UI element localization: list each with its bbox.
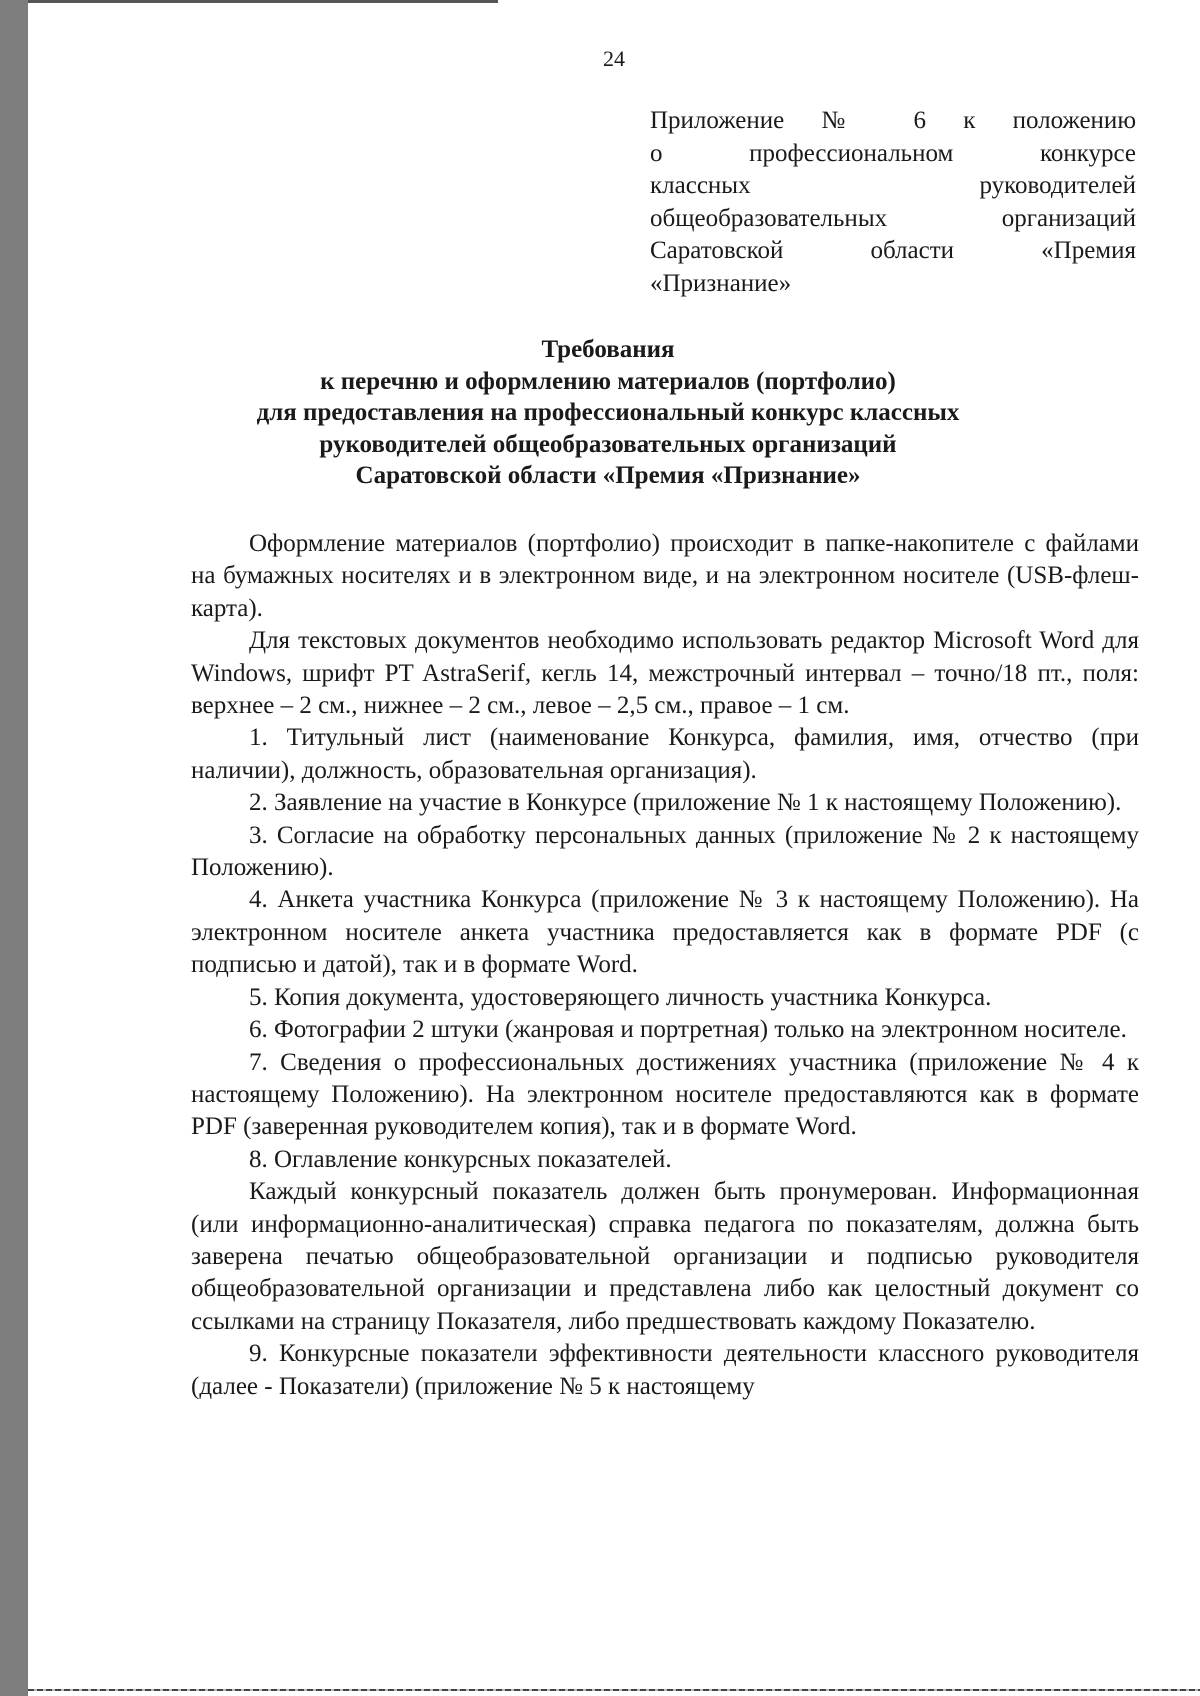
list-item: 9. Конкурсные показатели эффективности деятельности классного руководителя (далее - Показатели) (приложение № 5 к настоящему — [191, 1340, 1139, 1400]
list-item: 2. Заявление на участие в Конкурсе (приложение № 1 к настоящему Положению). — [249, 789, 1122, 817]
appendix-line: Саратовской области «Премия — [650, 237, 1136, 265]
list-item: 3. Согласие на обработку персональных данных (приложение № 2 к настоящему Положению). — [191, 821, 1139, 882]
appendix-reference — [650, 105, 1136, 301]
scan-edge — [28, 0, 498, 3]
title-line: для предоставления на профессиональный конкурс классных — [256, 399, 960, 426]
scan-bottom-edge — [28, 1689, 1200, 1691]
appendix-line: общеобразовательных организаций — [650, 204, 1136, 232]
title-line: к перечню и оформлению материалов (портфолио) — [320, 367, 896, 395]
appendix-line: Приложение № 6 к положению — [650, 107, 1136, 134]
document-title — [178, 334, 1038, 492]
list-item: 8. Оглавление конкурсных показателей. — [249, 1145, 672, 1173]
appendix-line: классных руководителей — [650, 172, 1136, 200]
title-line: Саратовской области «Премия «Признание» — [355, 462, 861, 489]
list-item: 7. Сведения о профессиональных достижениях участника (приложение № 4 к настоящему Положению). На электронном носителе предоставляются как в формате PDF (заверенная руководителем копия), так и в формате Word. — [191, 1048, 1139, 1141]
list-item: 4. Анкета участника Конкурса (приложение № 3 к настоящему Положению). На электронном носителе анкета участника предоставляется как в формате PDF (с подписью и датой), так и в формате Word. — [191, 886, 1139, 979]
paragraph: Для текстовых документов необходимо использовать редактор Microsoft Word для Windows, шрифт PT AstraSerif, кегль 14, межстрочный интервал – точно/18 пт., поля: верхнее – 2 см., нижнее – 2 см., левое – 2,5 см., правое – 1 см. — [191, 627, 1139, 720]
title-line: Требования — [541, 336, 675, 363]
document-body — [191, 528, 1139, 1403]
list-item: 1. Титульный лист (наименование Конкурса, фамилия, имя, отчество (при наличии), должность, образовательная организация). — [191, 724, 1139, 784]
paragraph: Каждый конкурсный показатель должен быть пронумерован. Информационная (или информационно-аналитическая) справка педагога по показателям, должна быть заверена печатью общеобразовательной организации и подписью руководителя общеобразовательной организации и представлена либо как целостный документ со ссылками на страницу Показателя, либо предшествовать каждому Показателю. — [191, 1178, 1139, 1335]
list-item: 5. Копия документа, удостоверяющего личность участника Конкурса. — [249, 983, 992, 1011]
document-page — [28, 0, 1200, 1696]
page-number: 24 — [603, 46, 625, 71]
list-item: 6. Фотографии 2 штуки (жанровая и портретная) только на электронном носителе. — [249, 1016, 1127, 1044]
paragraph: Оформление материалов (портфолио) происходит в папке-накопителе с файлами на бумажных носителях и в электронном виде, и на электронном носителе (USB-флеш-карта). — [191, 530, 1139, 622]
appendix-line: «Признание» — [650, 269, 792, 297]
title-line: руководителей общеобразовательных организаций — [319, 430, 897, 458]
appendix-line: о профессиональном конкурсе — [650, 139, 1136, 167]
